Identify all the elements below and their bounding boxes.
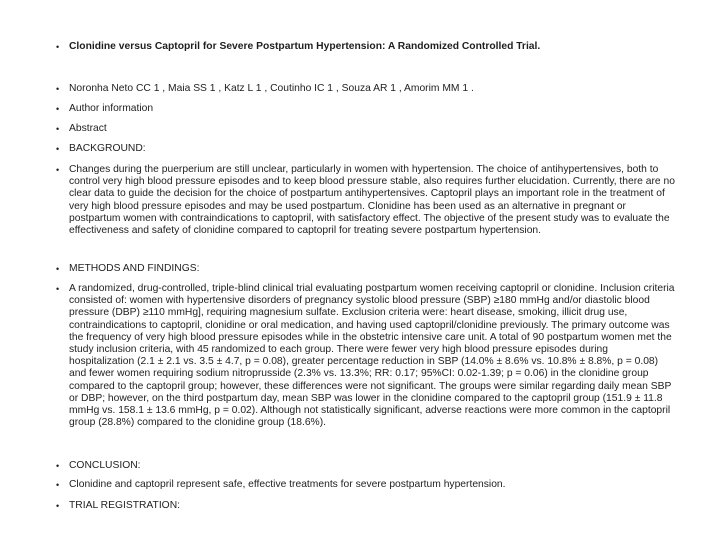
methods-text-item (56, 283, 676, 429)
bullet-icon: • (56, 501, 60, 511)
methods-heading-item (56, 263, 676, 275)
bullet-icon: • (56, 144, 60, 154)
abstract-label: Abstract (69, 123, 107, 134)
bullet-icon: • (56, 165, 60, 175)
author-information-label: Author information (69, 103, 154, 114)
background-text-item (56, 164, 676, 237)
bullet-icon: • (56, 461, 60, 471)
bullet-icon: • (56, 104, 60, 114)
conclusion-heading-item (56, 460, 676, 472)
conclusion-text: Clonidine and captopril represent safe, effective treatments for severe postpartum hypertension. (69, 479, 506, 490)
methods-heading: METHODS AND FINDINGS: (69, 263, 200, 274)
bullet-icon: • (56, 42, 60, 52)
background-text: Changes during the puerperium are still unclear, particularly in women with hypertension. The choice of antihypertensives, both to control very high blood pressure episodes and to keep blood pressure stable, also requires further elucidation. Currently, there are no clear data to guide the decision for the choice of postpartum antihypertensives. Captopril plays an important role in the treatment of very high blood pressure episodes and may be used postpartum. Clonidine has been used as an alternative in pregnant or postpartum women with contraindications to captopril, with satisfactory effect. The objective of the present study was to evaluate the effectiveness and safety of clonidine compared to captopril for treating severe postpartum hypertension. (69, 164, 675, 237)
bullet-icon: • (56, 124, 60, 134)
authors-item (56, 83, 676, 95)
methods-text: A randomized, drug-controlled, triple-blind clinical trial evaluating postpartum women receiving captopril or clonidine. Inclusion criteria consisted of: women with hypertensive disorders of pregnancy systolic blood pressure (SBP) ≥180 mmHg and/or diastolic blood pressure (DBP) ≥110 mmHg], requiring magnesium sulfate. Exclusion criteria were: heart disease, smoking, illicit drug use, contraindications to captopril, clonidine or oral medication, and having used captopril/clonidine previously. The primary outcome was the frequency of very high blood pressure episodes while in the obstetric intensive care unit. A total of 90 postpartum women met the study inclusion criteria, with 45 randomized to each group. There were fewer very high blood pressure episodes during hospitalization (2.1 ± 2.1 vs. 3.5 ± 4.7, p = 0.08), greater percentage reduction in SBP (14.0% ± 8.6% vs. 10.8% ± 8.8%, p = 0.08) and fewer women requiring sodium nitroprusside (2.3% vs. 13.3%; RR: 0.17; 95%CI: 0.02-1.39; p = 0.06) in the clonidine group compared to the captopril group; however, these differences were not significant. The groups were similar regarding daily mean SBP or DBP; however, on the third postpartum day, mean SBP was lower in the clonidine compared to the captopril group (151.9 ± 11.8 mmHg vs. 158.1 ± 13.6 mmHg, p = 0.02). Although not statistically significant, adverse reactions were more common in the captopril group (28.8%) compared to the clonidine group (18.6%). (69, 283, 675, 429)
title-item (56, 41, 676, 53)
author-information-item (56, 103, 676, 115)
abstract-item (56, 123, 676, 135)
trial-registration-item (56, 500, 676, 512)
authors-line: Noronha Neto CC 1 , Maia SS 1 , Katz L 1 , Coutinho IC 1 , Souza AR 1 , Amorim MM 1 . (69, 83, 474, 94)
bullet-icon: • (56, 480, 60, 490)
bullet-icon: • (56, 84, 60, 94)
document-title: Clonidine versus Captopril for Severe Postpartum Hypertension: A Randomized Controlled Trial. (69, 41, 541, 52)
background-heading: BACKGROUND: (69, 143, 146, 154)
background-heading-item (56, 143, 676, 155)
bullet-icon: • (56, 264, 60, 274)
trial-registration-heading: TRIAL REGISTRATION: (69, 500, 180, 511)
conclusion-heading: CONCLUSION: (69, 460, 141, 471)
conclusion-text-item (56, 479, 676, 491)
bullet-icon: • (56, 284, 60, 294)
